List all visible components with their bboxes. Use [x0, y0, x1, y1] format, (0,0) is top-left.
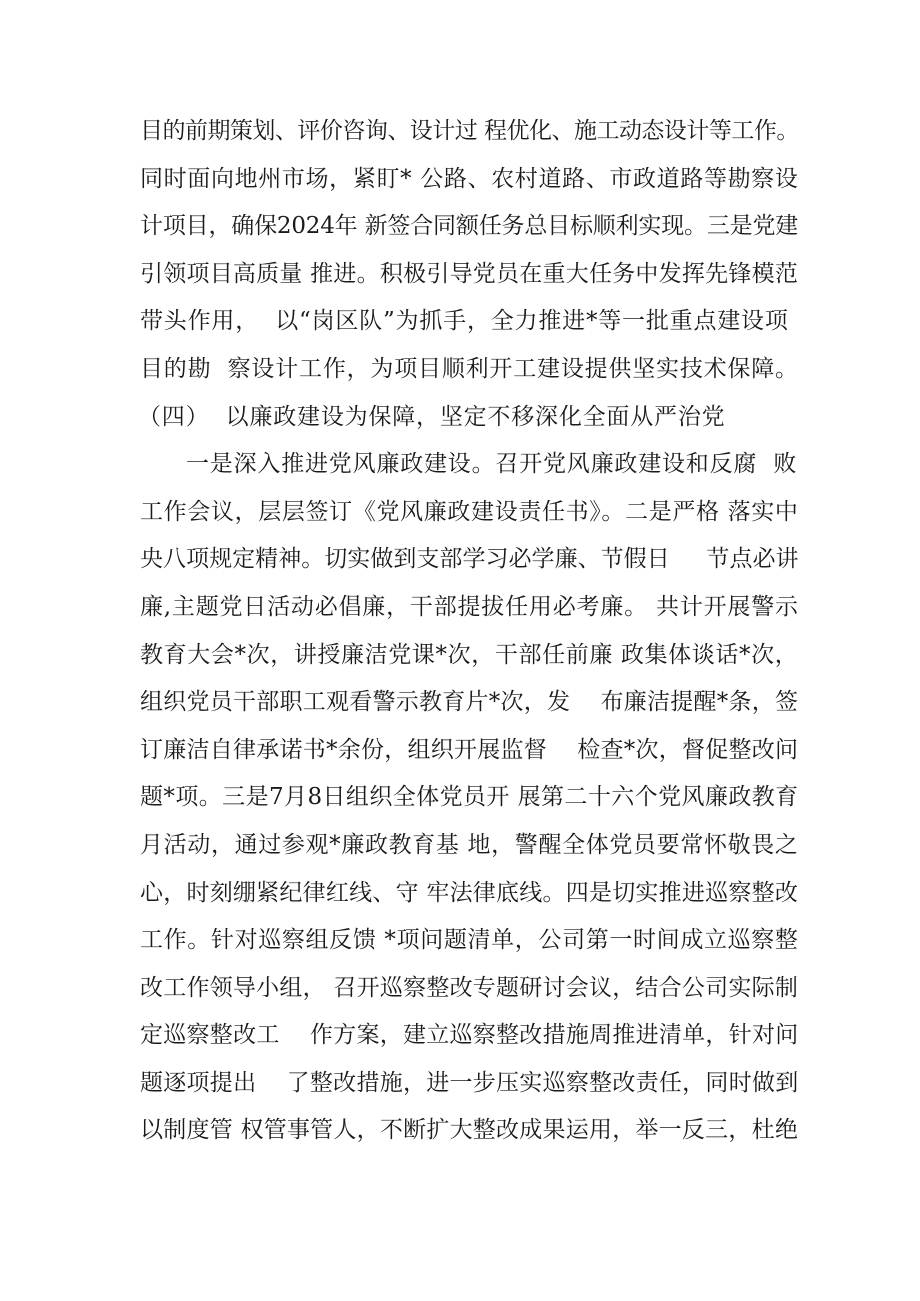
text-line: 工作会议，层层签订《党风廉政建设责任书》。二是严格 落实中 [140, 498, 799, 525]
text-line: 题逐项提出 了整改措施，进一步压实巡察整改责任，同时做到 [140, 1069, 799, 1096]
section-heading: （四） 以廉政建设为保障，坚定不移深化全面从严治党 [138, 403, 726, 430]
text-line: 以制度管 权管事管人，不断扩大整改成果运用，举一反三，杜绝 [140, 1117, 799, 1144]
text-line: 组织党员干部职工观看警示教育片*次，发 布廉洁提醒*条，签 [140, 689, 799, 716]
text-line: 工作。针对巡察组反馈 *项问题清单，公司第一时间成立巡察整 [140, 927, 799, 954]
text-line: 目的勘 察设计工作，为项目顺利开工建设提供坚实技术保障。 [140, 355, 799, 382]
text-line: 订廉洁自律承诺书*余份，组织开展监督 检查*次，督促整改问 [140, 736, 799, 763]
text-line: 同时面向地州市场，紧盯* 公路、农村道路、市政道路等勘察设 [140, 165, 799, 192]
text-line: 带头作用， 以“岗区队”为抓手，全力推进*等一批重点建设项 [140, 308, 789, 335]
text-line: 一是深入推进党风廉政建设。召开党风廉政建设和反腐 败 [186, 451, 798, 478]
text-line: 教育大会*次，讲授廉洁党课*次，干部任前廉 政集体谈话*次， [140, 641, 799, 668]
text-line: 计项目，确保2024年 新签合同额任务总目标顺利实现。三是党建 [140, 213, 799, 240]
text-line: 目的前期策划、评价咨询、设计过 程优化、施工动态设计等工作。 [140, 118, 799, 144]
text-line: 月活动，通过参观*廉政教育基 地，警醒全体党员要常怀敬畏之 [140, 831, 799, 858]
text-line: 央八项规定精神。切实做到支部学习必学廉、节假日 节点必讲 [140, 546, 799, 573]
text-line: 改工作领导小组， 召开巡察整改专题研讨会议，结合公司实际制 [140, 974, 799, 1001]
document-body [140, 108, 800, 1155]
text-line: 心，时刻绷紧纪律红线、守 牢法律底线。四是切实推进巡察整改 [140, 879, 799, 906]
text-line: 定巡察整改工 作方案，建立巡察整改措施周推进清单，针对问 [140, 1022, 799, 1049]
text-line: 引领项目高质量 推进。积极引导党员在重大任务中发挥先锋模范 [140, 260, 799, 287]
text-line: 廉,主题党日活动必倡廉，干部提拔任用必考廉。 共计开展警示 [140, 593, 799, 620]
text-line: 题*项。三是7月8日组织全体党员开 展第二十六个党风廉政教育 [140, 784, 799, 811]
